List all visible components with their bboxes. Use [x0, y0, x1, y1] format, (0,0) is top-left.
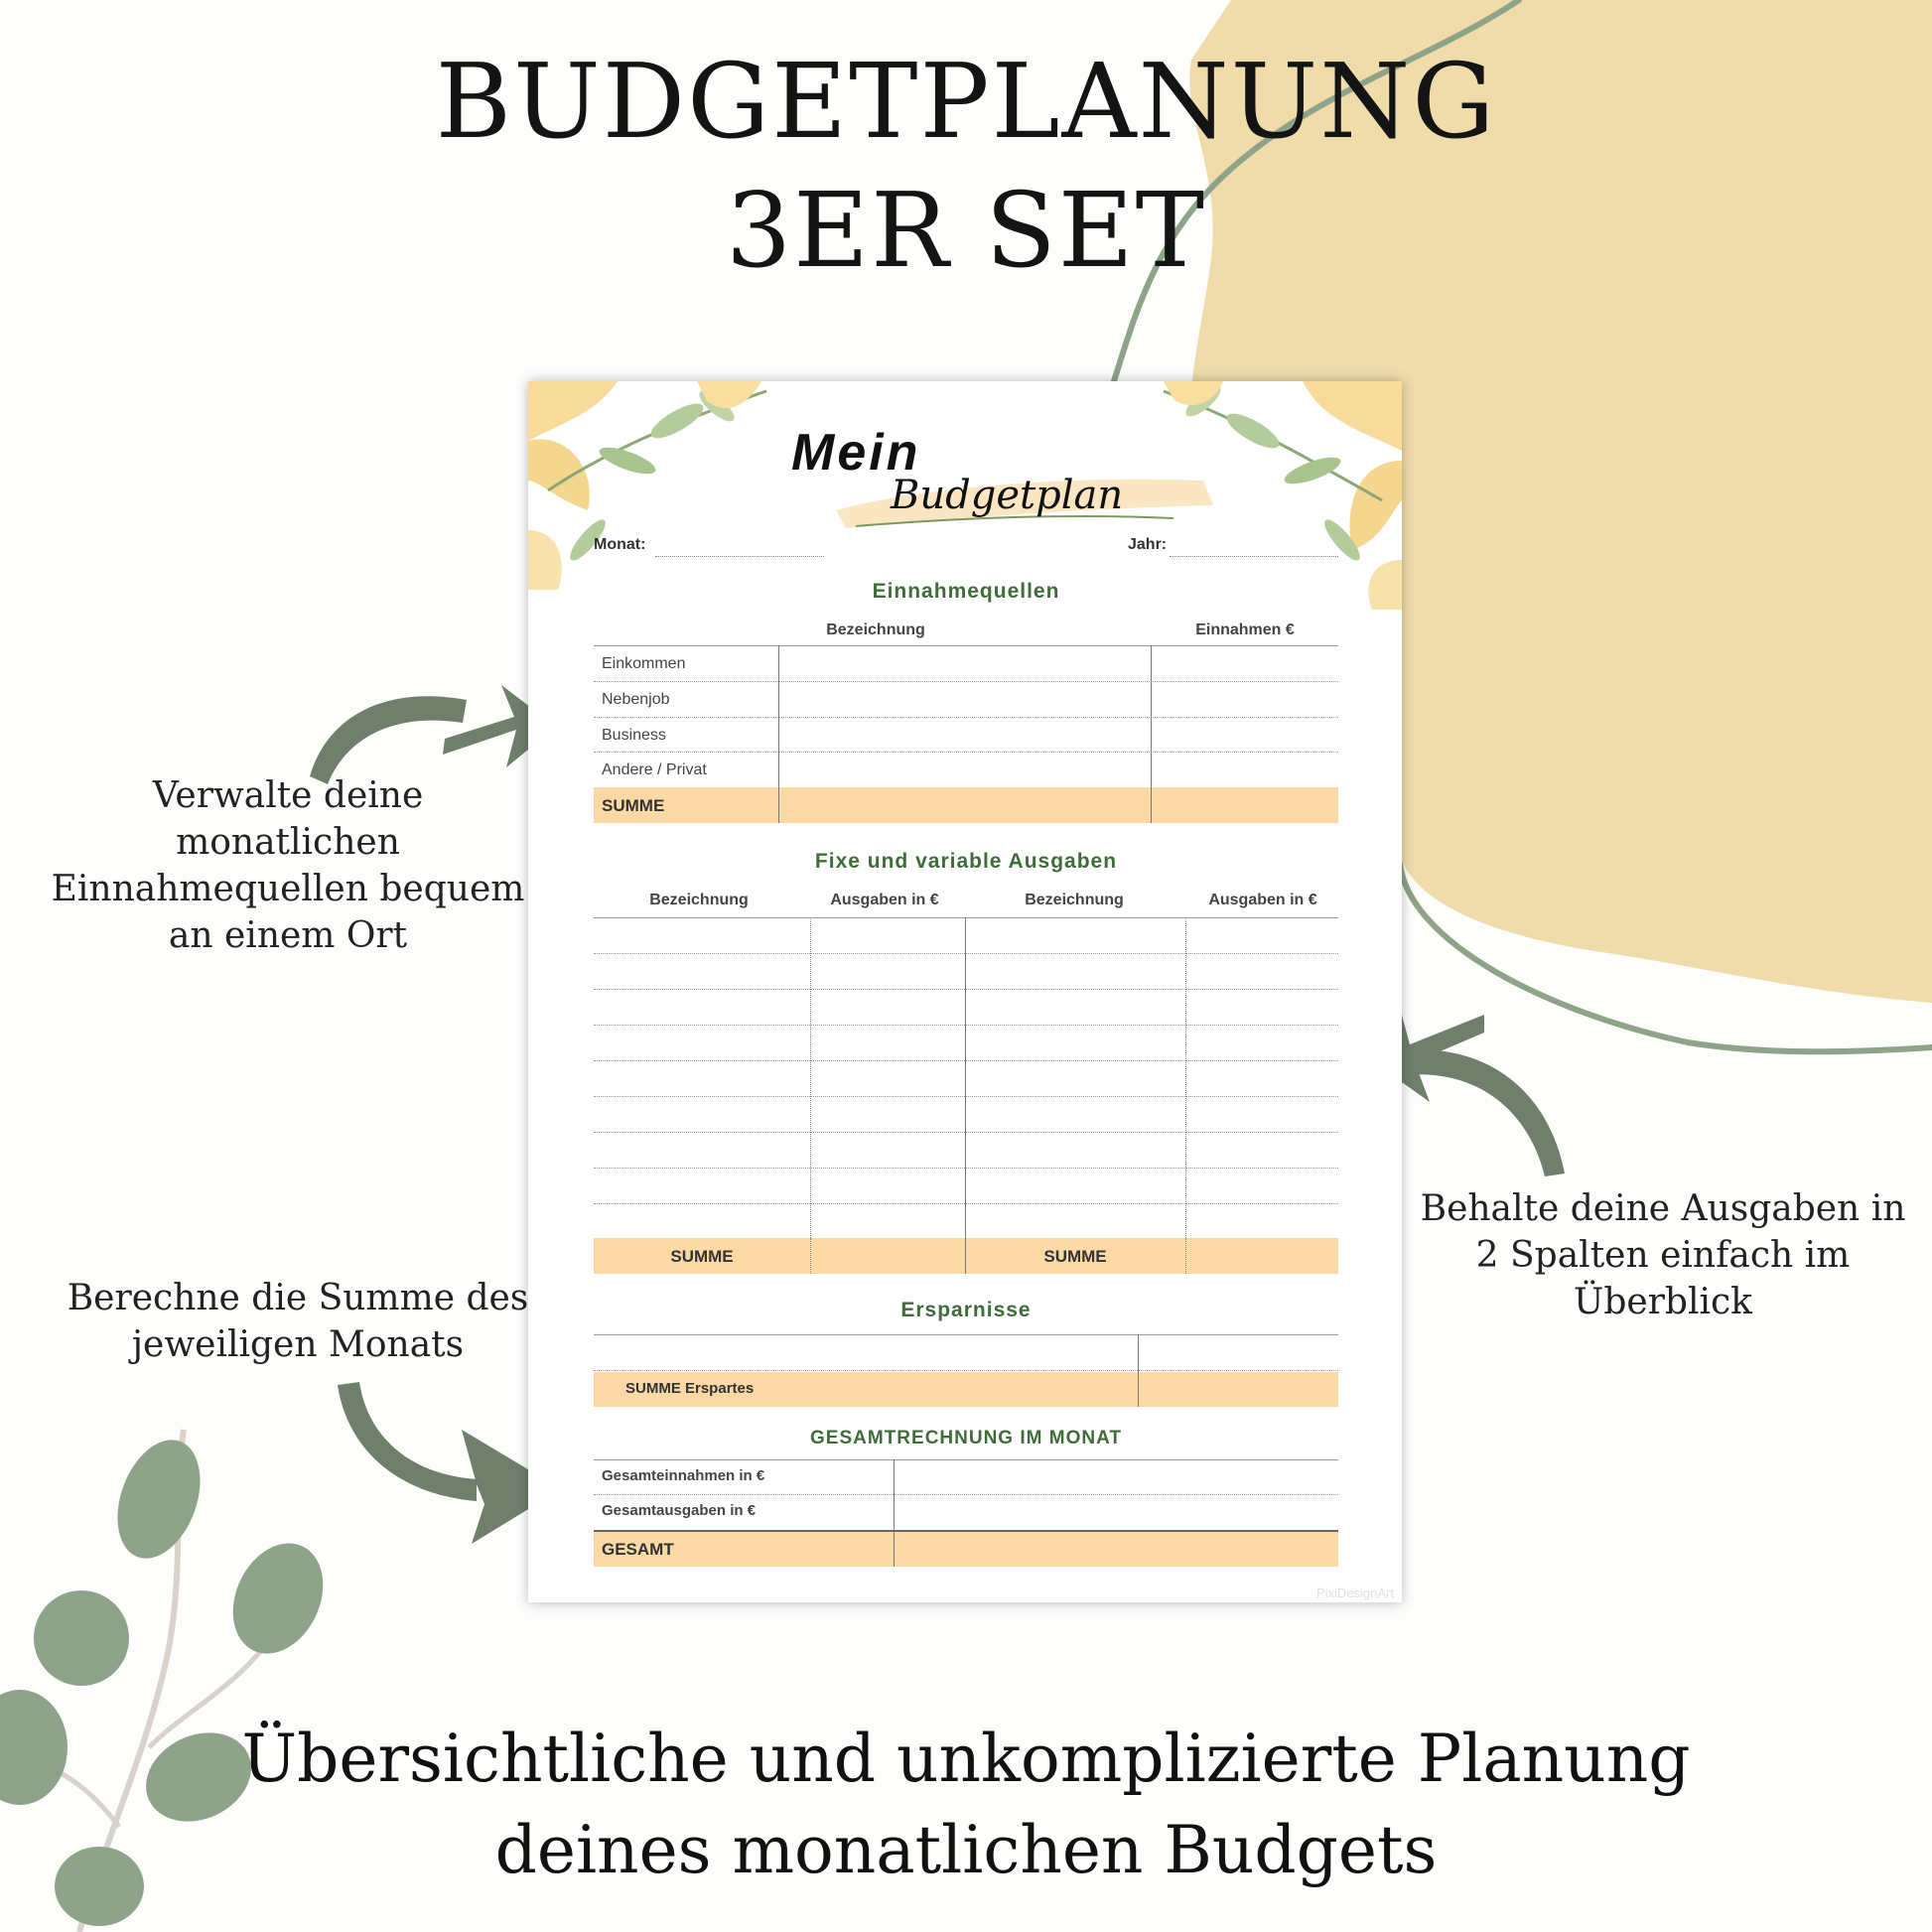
expenses-divider — [1185, 917, 1186, 1270]
tagline — [0, 1714, 1932, 1896]
callout-line: 2 Spalten einfach im — [1475, 1235, 1851, 1276]
income-row-label: Business — [602, 727, 666, 744]
expenses-divider — [965, 917, 966, 1270]
tagline-line: Übersichtliche und unkomplizierte Planung — [241, 1721, 1691, 1797]
month-field[interactable] — [655, 556, 824, 557]
income-section-title: Einnahmequellen — [872, 580, 1060, 603]
total-expenses-label: Gesamtausgaben in € — [602, 1502, 757, 1519]
row-line — [594, 752, 1338, 753]
income-divider — [1151, 787, 1152, 823]
total-sum-row — [594, 1532, 1338, 1567]
row-line — [594, 717, 1338, 718]
income-sum-label: SUMME — [602, 796, 665, 815]
callout-income — [40, 772, 536, 959]
total-section-title: GESAMTRECHNUNG IM MONAT — [810, 1428, 1122, 1449]
sheet-title-budgetplan: Budgetplan — [891, 473, 1124, 518]
callout-expenses — [1410, 1185, 1916, 1325]
expenses-divider — [1185, 1238, 1186, 1274]
callout-line: Behalte deine Ausgaben in — [1420, 1188, 1906, 1229]
arrow-icon-income — [310, 685, 556, 784]
savings-section-title: Ersparnisse — [900, 1299, 1032, 1321]
total-divider — [894, 1532, 895, 1567]
expenses-sum-right: SUMME — [1043, 1247, 1107, 1266]
callout-line: Verwalte deine — [152, 775, 424, 816]
page-subtitle: 3ER SET — [726, 170, 1206, 291]
expenses-col-amount-left: Ausgaben in € — [830, 892, 939, 908]
callout-line: monatlichen — [176, 822, 400, 863]
watermark: PixiDesignArt — [1315, 1586, 1394, 1600]
callout-line: Überblick — [1574, 1282, 1752, 1322]
month-label: Monat: — [594, 536, 646, 553]
row-line — [594, 681, 1338, 682]
income-col-name: Bezeichnung — [826, 621, 925, 638]
row-line — [594, 1203, 1338, 1204]
year-field[interactable] — [1170, 556, 1338, 557]
expenses-section-title: Fixe und variable Ausgaben — [814, 850, 1118, 873]
expenses-sum-left: SUMME — [670, 1247, 734, 1266]
total-table-top — [594, 1459, 1338, 1460]
row-line — [594, 1060, 1338, 1061]
expenses-col-name-left: Bezeichnung — [649, 892, 749, 908]
income-row-label: Andere / Privat — [602, 761, 707, 778]
row-line — [594, 989, 1338, 990]
savings-sum-label: SUMME Erspartes — [625, 1380, 755, 1397]
row-line — [594, 1096, 1338, 1097]
callout-line: Einnahmequellen bequem — [51, 869, 525, 909]
expenses-col-name-right: Bezeichnung — [1025, 892, 1124, 908]
income-sum-row — [594, 787, 1338, 823]
year-label: Jahr: — [1128, 536, 1168, 553]
income-row-label: Nebenjob — [602, 691, 670, 708]
sheet-title-mein: Mein — [791, 424, 921, 482]
income-row-label: Einkommen — [602, 655, 686, 672]
expenses-divider — [810, 917, 811, 1270]
tagline-line: deines monatlichen Budgets — [494, 1812, 1438, 1888]
expenses-table-top — [594, 917, 1338, 918]
income-divider — [778, 787, 779, 823]
row-line — [594, 1494, 1338, 1495]
savings-table-top — [594, 1334, 1338, 1335]
budget-planner-sheet — [528, 381, 1402, 1602]
callout-line: an einem Ort — [168, 915, 408, 956]
total-sum-label: GESAMT — [602, 1540, 674, 1559]
income-col-amount: Einnahmen € — [1195, 621, 1295, 638]
expenses-col-amount-right: Ausgaben in € — [1208, 892, 1317, 908]
page-title: BUDGETPLANUNG — [435, 41, 1497, 162]
row-line — [594, 1168, 1338, 1169]
total-income-label: Gesamteinnahmen in € — [602, 1467, 765, 1484]
row-line — [594, 953, 1338, 954]
row-line — [594, 1025, 1338, 1026]
row-line — [594, 1370, 1338, 1371]
savings-divider — [1138, 1372, 1139, 1407]
callout-sum — [60, 1275, 536, 1368]
expenses-divider — [810, 1238, 811, 1274]
row-line — [594, 1132, 1338, 1133]
income-table-top — [594, 645, 1338, 646]
callout-line: jeweiligen Monats — [131, 1324, 465, 1365]
callout-line: Berechne die Summe des — [67, 1278, 529, 1318]
